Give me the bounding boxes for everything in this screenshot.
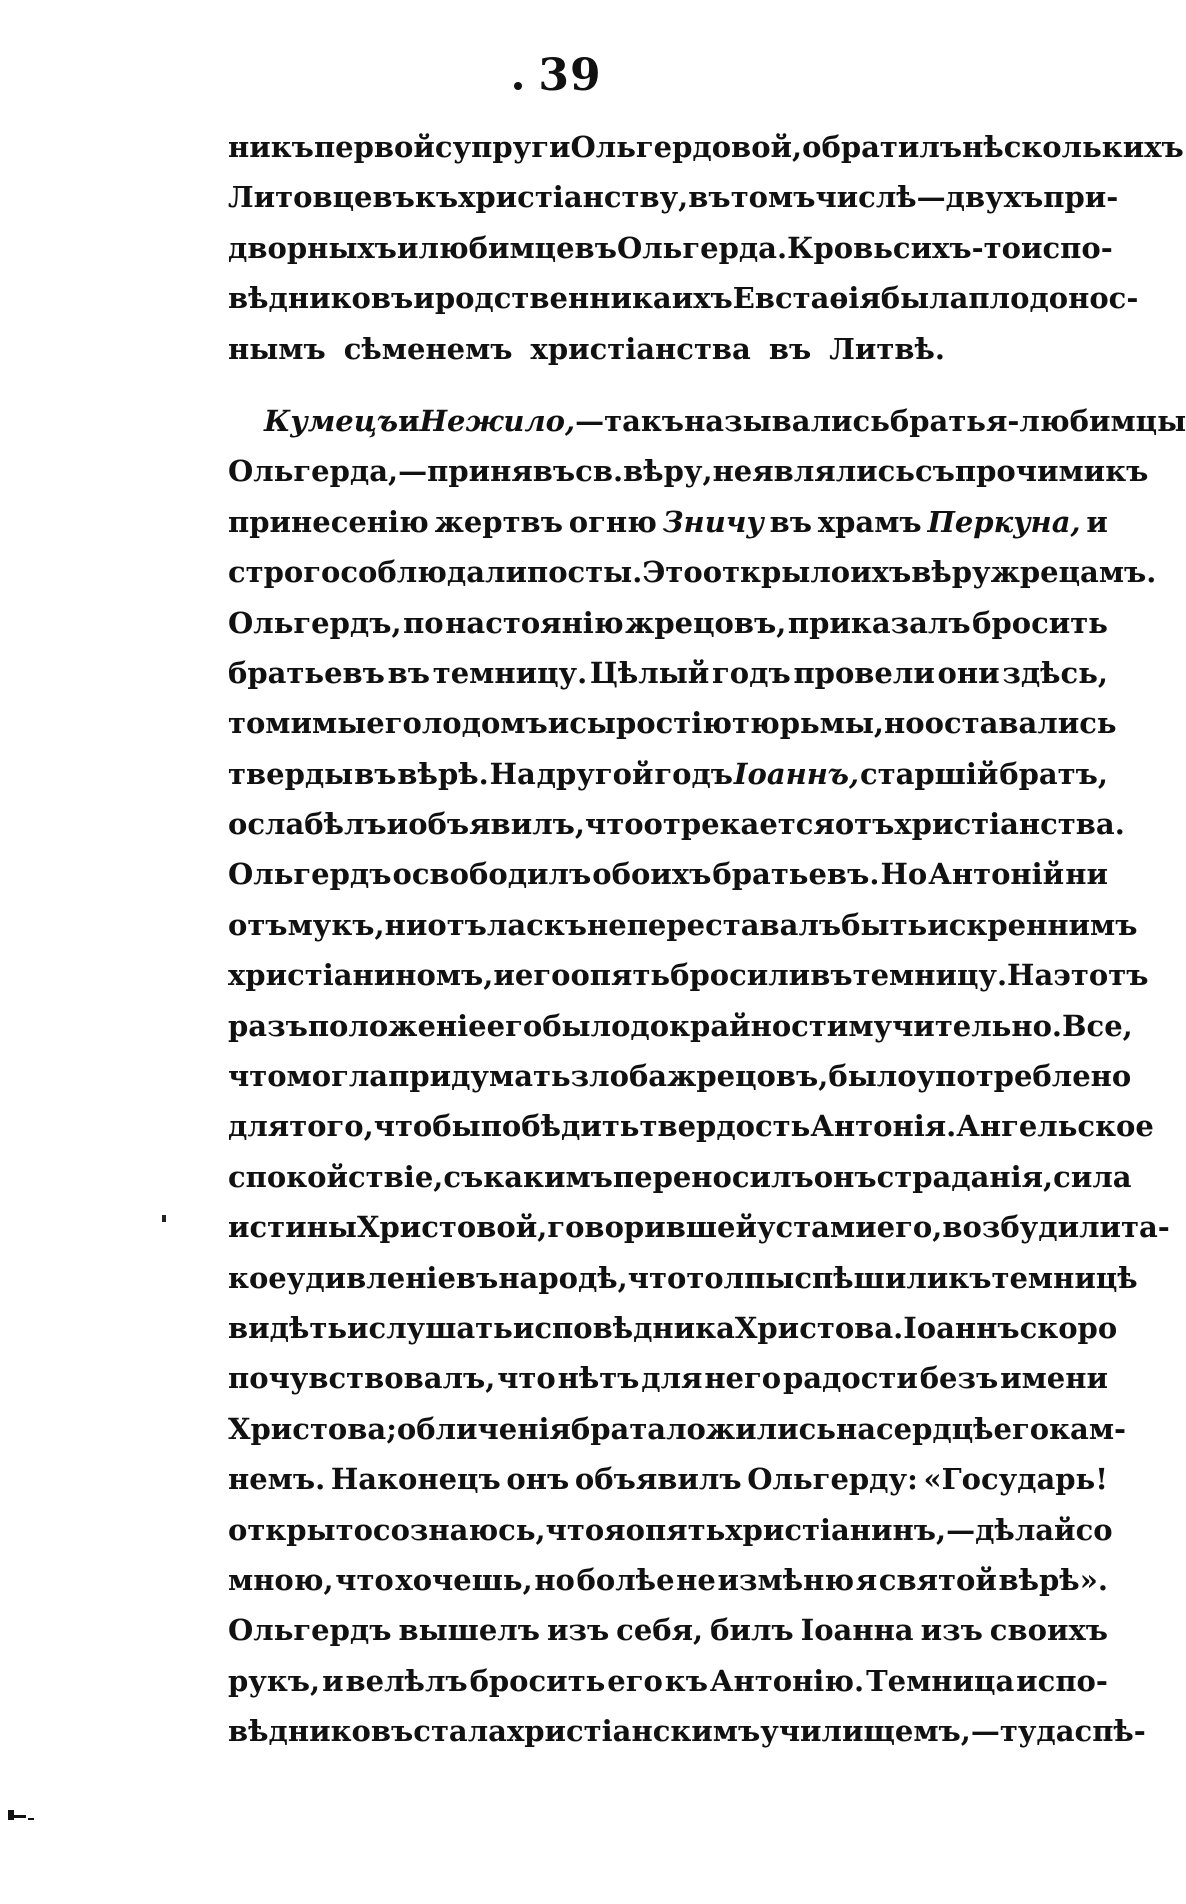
word: жрецовъ,	[625, 605, 787, 640]
word: братья-любимцы	[889, 403, 1186, 438]
word: бросить	[469, 1663, 606, 1698]
word: жрецовъ,	[667, 1059, 829, 1094]
word: туда	[999, 1714, 1075, 1749]
word: по	[403, 605, 444, 640]
word: до	[630, 1008, 670, 1043]
word: почувствовалъ,	[228, 1361, 496, 1396]
word: не	[712, 454, 753, 489]
text-line	[228, 849, 1108, 899]
text-line	[228, 396, 1186, 446]
word: сознаюсь,	[372, 1512, 546, 1547]
word: вѣдниковъ	[228, 281, 414, 316]
word: принявъ	[427, 454, 576, 489]
word: я	[604, 1512, 626, 1547]
word: что	[497, 1361, 556, 1396]
word: что	[627, 1260, 687, 1295]
word: къ	[414, 180, 459, 215]
text-line	[228, 799, 1125, 849]
word: въ	[387, 655, 431, 690]
text-line	[228, 598, 1108, 648]
word: нѣсколькихъ	[962, 130, 1184, 164]
word: побѣдить	[480, 1109, 640, 1144]
word: скоро	[1019, 1310, 1118, 1345]
word: была	[880, 281, 969, 316]
text-line	[228, 1404, 1127, 1454]
text-line	[228, 172, 1119, 222]
word: стала	[413, 1714, 507, 1749]
word: Литвѣ.	[829, 331, 946, 366]
word: отъ	[834, 807, 895, 842]
word: —	[575, 403, 605, 438]
word: дворныхъ	[228, 230, 397, 265]
word: опять	[625, 1512, 726, 1547]
word: Антонія.	[810, 1109, 957, 1144]
word: сихъ-то	[892, 230, 1021, 265]
word: какимъ	[483, 1159, 613, 1194]
word: На	[489, 756, 536, 791]
word: но	[884, 706, 925, 741]
word: объявилъ,	[408, 807, 585, 842]
text-line	[228, 1454, 1108, 1504]
word: родственника	[434, 281, 672, 316]
text-line	[228, 1605, 1108, 1655]
word: въ	[810, 958, 853, 993]
word: такъ	[604, 403, 685, 438]
word: и	[1086, 504, 1108, 539]
word: вѣру	[911, 555, 991, 590]
word: употреблено	[916, 1059, 1132, 1094]
text-line	[228, 273, 1139, 323]
word: вѣру,	[623, 454, 713, 489]
word: переставалъ	[626, 907, 842, 942]
word: слушать	[368, 1310, 513, 1345]
word: и	[386, 807, 409, 842]
word: братъ,	[999, 756, 1108, 791]
word: Это	[642, 555, 703, 590]
word: супруги	[434, 130, 571, 164]
word: открыло	[702, 555, 851, 590]
word: къ	[1105, 454, 1149, 489]
word: придумать	[388, 1059, 571, 1094]
word: «Государь!	[923, 1462, 1108, 1497]
word: видѣть	[228, 1310, 348, 1345]
ink-speck	[162, 1215, 166, 1222]
word: Іоанна	[800, 1613, 914, 1648]
word: онъ	[506, 1462, 570, 1497]
word: На	[1007, 958, 1054, 993]
body-text	[228, 122, 1186, 1757]
word: онъ	[813, 1159, 877, 1194]
word: къ	[948, 1260, 992, 1295]
word: ихъ	[850, 555, 912, 590]
word: являлись	[752, 454, 915, 489]
word: его	[993, 1411, 1050, 1446]
text-line	[228, 1101, 1154, 1151]
word: томъ	[730, 180, 816, 215]
word: темницу.	[852, 958, 1008, 993]
word: оставались	[924, 706, 1117, 741]
word: христіанству,	[458, 180, 689, 215]
word: могла	[286, 1059, 389, 1094]
word: прочими	[954, 454, 1106, 489]
word: устами	[756, 1210, 877, 1245]
text-line	[228, 497, 1108, 547]
word: опять	[570, 958, 671, 993]
word: бросили	[670, 958, 811, 993]
text-line	[228, 1051, 1132, 1101]
word: сыростію	[569, 706, 732, 741]
word: Антоній	[928, 857, 1065, 892]
word: христіанства	[530, 331, 751, 366]
word: своихъ	[989, 1613, 1108, 1648]
word: Христова;	[228, 1411, 397, 1446]
word: Ольгердъ,	[228, 605, 402, 640]
text-line	[228, 547, 1157, 597]
word: я	[855, 1562, 878, 1597]
word: къ	[664, 1663, 708, 1698]
word: сердцѣ	[876, 1411, 994, 1446]
word: обличенія	[396, 1411, 571, 1446]
word: быть	[841, 907, 928, 942]
word: вышелъ	[398, 1613, 540, 1648]
word: Ольгерда,	[228, 454, 399, 489]
word: не	[676, 1562, 716, 1597]
word: числѣ	[815, 180, 917, 215]
word: въ	[688, 180, 731, 215]
word: изъ	[920, 1613, 983, 1648]
word: того,	[289, 1109, 374, 1144]
word: и	[322, 1663, 344, 1698]
word: Но	[880, 857, 928, 892]
word: ложились	[666, 1411, 836, 1446]
word: хочешь,	[395, 1562, 533, 1597]
word: вѣдниковъ	[228, 1714, 414, 1749]
word: христіанинъ,	[725, 1512, 947, 1547]
word: открыто	[228, 1512, 373, 1547]
word: годъ	[654, 756, 734, 791]
word: его	[486, 1008, 543, 1043]
text-line	[228, 1253, 1138, 1303]
word: Христовой,	[356, 1210, 548, 1245]
word: та-	[1121, 1210, 1170, 1245]
word: болѣе	[576, 1562, 675, 1597]
italic-word: Зничу	[662, 504, 764, 539]
word: возбудили	[942, 1210, 1122, 1245]
word: отъ	[427, 907, 487, 942]
word: въ	[769, 504, 813, 539]
word: рукъ,	[228, 1663, 321, 1698]
word: радости	[782, 1361, 918, 1396]
word: въ	[768, 331, 812, 366]
word: братьевъ.	[712, 857, 880, 892]
word: двухъ	[945, 180, 1044, 215]
word: него	[704, 1361, 782, 1396]
word: истины	[228, 1210, 357, 1245]
word: темницѣ	[991, 1260, 1138, 1295]
word: испо-	[1016, 1663, 1108, 1698]
word: его,	[876, 1210, 943, 1245]
word: ни	[1065, 857, 1108, 892]
word: объявилъ	[574, 1462, 742, 1497]
word: строго	[228, 555, 341, 590]
word: чтобы	[373, 1109, 481, 1144]
word: соблюдали	[340, 555, 527, 590]
word: христіанскимъ	[506, 1714, 761, 1749]
word: вѣрѣ.	[397, 756, 489, 791]
word: принесенію	[228, 504, 429, 539]
italic-word: Нежило,	[419, 403, 576, 438]
text-line	[228, 1001, 1133, 1051]
word: для	[228, 1109, 290, 1144]
word: томимые	[228, 706, 385, 741]
word: мучительно.	[848, 1008, 1063, 1043]
word: переносилъ	[612, 1159, 814, 1194]
word: Наконецъ	[330, 1462, 501, 1497]
word: настоянію	[445, 605, 624, 640]
page-number: 39	[538, 50, 602, 101]
word: народѣ,	[498, 1260, 628, 1295]
word: изъ	[546, 1613, 610, 1648]
word: Евстаѳія	[732, 281, 881, 316]
word: Все,	[1062, 1008, 1133, 1043]
word: было	[542, 1008, 631, 1043]
text-line	[228, 1303, 1118, 1353]
text-line	[228, 324, 1108, 374]
word: и	[547, 706, 570, 741]
text-line	[228, 749, 1108, 799]
word: страданія,	[876, 1159, 1054, 1194]
word: любимцевъ	[418, 230, 617, 265]
word: что	[228, 1059, 287, 1094]
word: кам-	[1049, 1411, 1127, 1446]
word: вѣрѣ».	[998, 1562, 1108, 1597]
word: братьевъ	[228, 655, 385, 690]
word: исповѣдника	[512, 1310, 735, 1345]
word: сѣменемъ	[343, 331, 513, 366]
word: Цѣлый	[589, 655, 710, 690]
word: себя,	[616, 1613, 704, 1648]
text-line	[228, 1353, 1108, 1403]
word: св.	[575, 454, 624, 489]
word: обратилъ	[802, 130, 963, 164]
word: Ольгердовой,	[570, 130, 803, 164]
word: мною,	[228, 1562, 334, 1597]
word: и	[347, 1310, 369, 1345]
word: злоба	[570, 1059, 668, 1094]
italic-word: Перкуна,	[927, 504, 1081, 539]
word: но	[534, 1562, 575, 1597]
word: спѣ-	[1074, 1714, 1146, 1749]
word: брата	[570, 1411, 667, 1446]
word: спокойствіе,	[228, 1159, 444, 1194]
text-line	[228, 122, 1184, 172]
corner-scan-mark	[8, 1810, 36, 1822]
word: училищемъ,	[760, 1714, 971, 1749]
word: старшій	[859, 756, 999, 791]
word: искреннимъ	[927, 907, 1138, 942]
word: испо-	[1020, 230, 1113, 265]
word: Іоаннъ	[903, 1310, 1020, 1345]
word: въ	[455, 1260, 499, 1295]
word: что	[335, 1562, 394, 1597]
italic-word: Іоаннъ,	[733, 756, 860, 791]
text-line	[228, 1555, 1108, 1605]
word: и	[413, 281, 435, 316]
word: жрецамъ.	[990, 555, 1157, 590]
word: ихъ	[671, 281, 733, 316]
word: христіаниномъ,	[228, 958, 494, 993]
word: съ	[915, 454, 955, 489]
word: Темница	[866, 1663, 1015, 1698]
word: толпы	[686, 1260, 795, 1295]
word: твердость	[639, 1109, 811, 1144]
word: храмъ	[817, 504, 922, 539]
word: спѣшили	[794, 1260, 949, 1295]
word: ослабѣлъ	[228, 807, 387, 842]
word: назывались	[684, 403, 890, 438]
text-line	[228, 900, 1138, 950]
word: приказалъ	[787, 605, 971, 640]
text-line	[228, 648, 1108, 698]
word: Христова.	[734, 1310, 904, 1345]
word: никъ	[228, 130, 314, 164]
word: и	[398, 403, 420, 438]
word: что	[585, 807, 644, 842]
word: Ольгердъ	[228, 1613, 392, 1648]
word: было	[828, 1059, 917, 1094]
word: годъ	[712, 655, 791, 690]
text-line	[228, 223, 1113, 273]
word: кое	[228, 1260, 287, 1295]
text-line	[228, 950, 1149, 1000]
word: Ольгерду:	[747, 1462, 918, 1497]
word: Ольгердъ	[228, 857, 392, 892]
word: для	[641, 1361, 703, 1396]
word: съ	[443, 1159, 484, 1194]
word: сила	[1053, 1159, 1132, 1194]
italic-word: Кумецъ	[264, 403, 399, 438]
word: плодонос-	[968, 281, 1139, 316]
word: немъ.	[228, 1462, 326, 1497]
word: этотъ	[1053, 958, 1149, 993]
word: огню	[568, 504, 657, 539]
word: Литовцевъ	[228, 180, 415, 215]
word: разъ	[228, 1008, 308, 1043]
word: не	[587, 907, 627, 942]
word: Ангельское	[956, 1109, 1154, 1144]
word: удивленіе	[286, 1260, 456, 1295]
word: ни	[384, 907, 428, 942]
word: со	[1075, 1512, 1113, 1547]
word: его	[514, 958, 571, 993]
text-line	[228, 1152, 1132, 1202]
word: они	[937, 655, 1000, 690]
word: первой	[313, 130, 435, 164]
word: нѣтъ	[557, 1361, 640, 1396]
paragraph-gap	[228, 374, 1108, 396]
word: бросить	[972, 605, 1108, 640]
word: провели	[793, 655, 935, 690]
word: Кровь	[787, 230, 893, 265]
text-line	[228, 446, 1149, 496]
word: билъ	[710, 1613, 794, 1648]
word: жертвъ	[434, 504, 563, 539]
word: обоихъ	[592, 857, 712, 892]
word: мукъ,	[287, 907, 385, 942]
word: посты.	[526, 555, 643, 590]
word: отрекается	[643, 807, 835, 842]
word: освободилъ	[392, 857, 592, 892]
word: измѣню	[717, 1562, 855, 1597]
word: голодомъ	[384, 706, 548, 741]
word: положеніе	[307, 1008, 487, 1043]
text-line	[228, 1505, 1113, 1555]
word: въ	[354, 756, 397, 791]
word: тверды	[228, 756, 354, 791]
word: и	[396, 230, 419, 265]
word: Ольгерда.	[616, 230, 788, 265]
word: другой	[536, 756, 654, 791]
word: нымъ	[228, 331, 326, 366]
text-line	[228, 698, 1117, 748]
word: —	[398, 454, 428, 489]
word: имени	[1000, 1361, 1108, 1396]
word: велѣлъ	[345, 1663, 468, 1698]
word: что	[545, 1512, 605, 1547]
word: христіанства.	[894, 807, 1125, 842]
word: и	[493, 958, 515, 993]
text-line	[228, 1706, 1146, 1756]
word: тюрьмы,	[732, 706, 885, 741]
word: —	[916, 180, 946, 215]
word: —	[970, 1714, 1000, 1749]
word: темницу.	[432, 655, 588, 690]
word: дѣлай	[975, 1512, 1076, 1547]
word: Антонію.	[709, 1663, 865, 1698]
word: его	[607, 1663, 663, 1698]
word: ласкъ	[486, 907, 588, 942]
word: отъ	[228, 907, 288, 942]
text-line	[228, 1202, 1170, 1252]
word: безъ	[919, 1361, 999, 1396]
word: говорившей	[547, 1210, 757, 1245]
text-line	[228, 1656, 1108, 1706]
word: —	[946, 1512, 976, 1547]
word: крайности	[669, 1008, 849, 1043]
word: на	[835, 1411, 876, 1446]
word: здѣсь,	[1002, 655, 1108, 690]
word: святой	[878, 1562, 997, 1597]
word: при-	[1043, 180, 1119, 215]
